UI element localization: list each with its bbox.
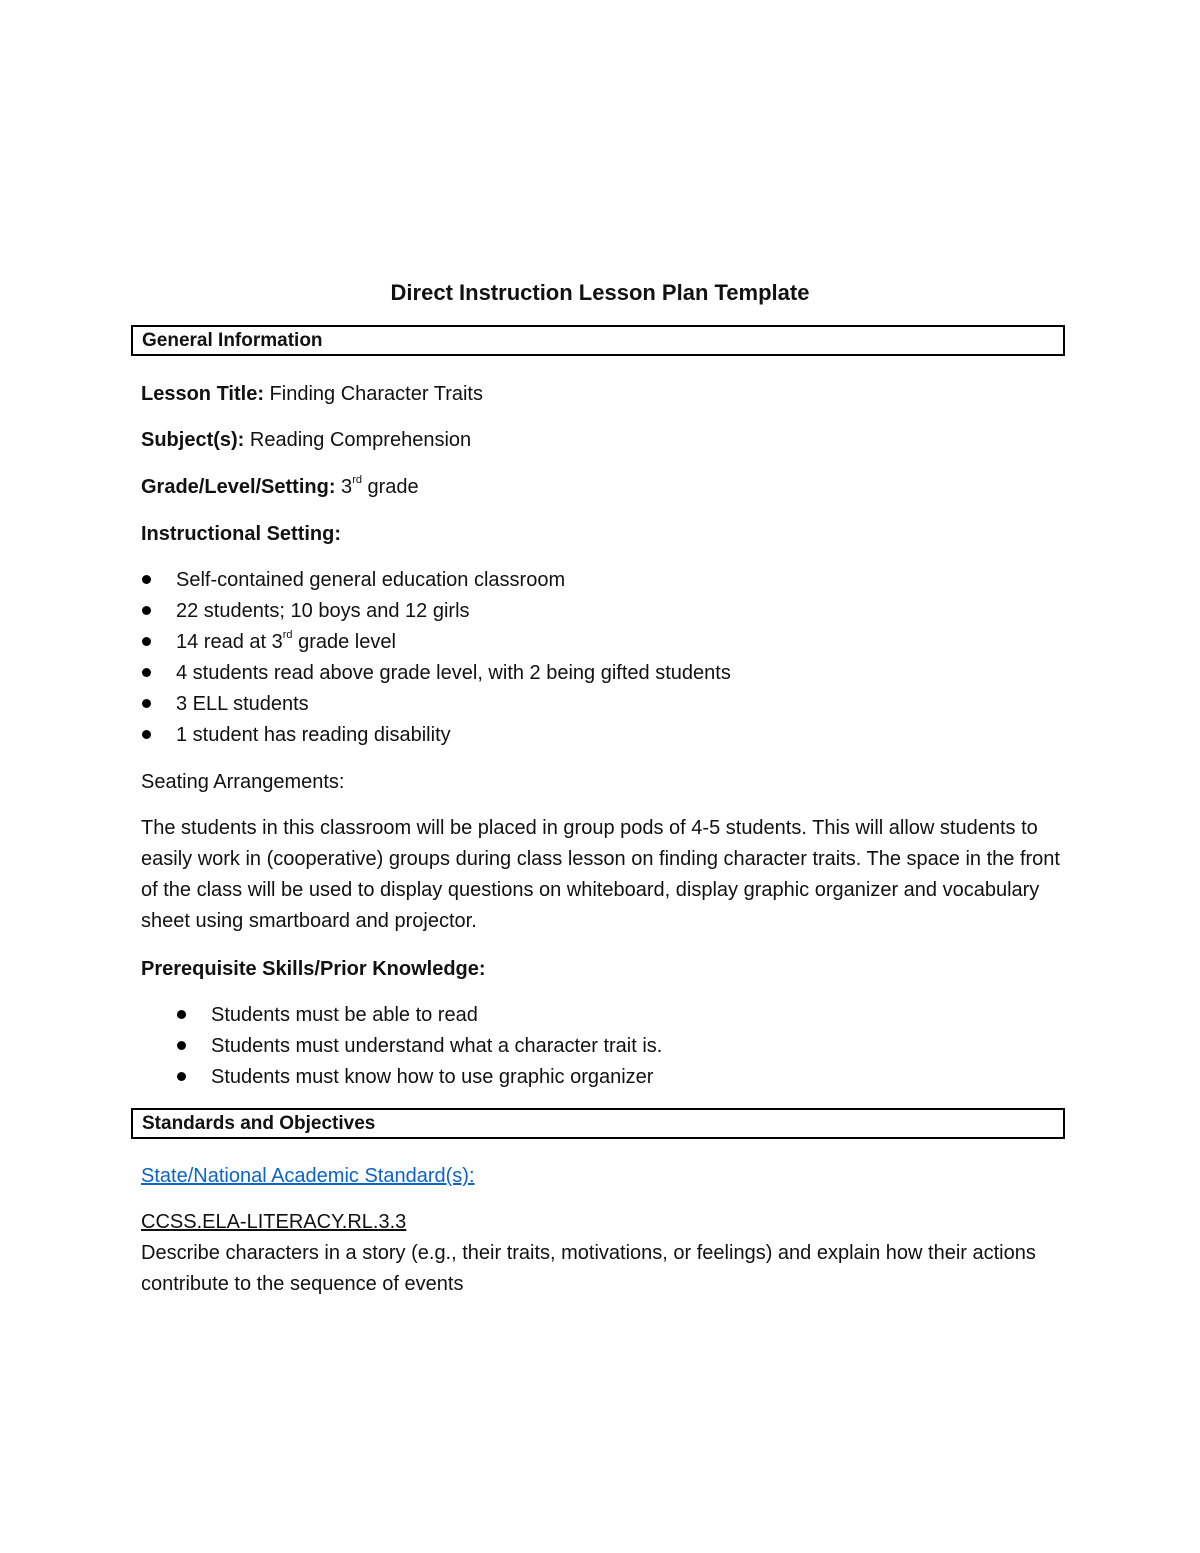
seating-arrangements-label: Seating Arrangements:	[141, 771, 345, 793]
bullet-icon	[142, 637, 151, 646]
lesson-title-label: Lesson Title:	[141, 383, 264, 405]
bullet-icon	[142, 668, 151, 677]
bullet-icon	[142, 699, 151, 708]
bullet-icon	[177, 1072, 186, 1081]
document-title: Direct Instruction Lesson Plan Template	[390, 280, 810, 305]
grade-value: 3	[335, 476, 353, 498]
document-page: Direct Instruction Lesson Plan Template General Information Lesson Title: Finding Character Traits Subject(s): Reading Comprehension Grade/Level/Setting: 3rd grade Instructional Setting: Self-contained general education classroom 22 students; 10 boys and 12 girls 14 read at 3rd grade level 4 students read above grade level, with 2 being gifted students 3 ELL students 1 student has reading disability Seating Arrangements: The students in this classroom will be placed in group pods of 4-5 students. This will allow students to easily work in (cooperative) groups during class lesson on finding character traits. The space in the front of the class will be used to display questions on whiteboard, display graphic organizer and vocabulary sheet using smartboard and projector. Prerequisite Skills/Prior Knowledge: Students must be able to read Students must understand what a character trait is. Students must know how to use graphic organizer Standards and Objectives State/National Academic Standard(s): CCSS.ELA-LITERACY.RL.3.3 Describe characters in a story (e.g., their traits, motivations, or feelings) and explain how their actions contribute to the sequence of events	[0, 0, 1200, 1553]
standard-code: CCSS.ELA-LITERACY.RL.3.3	[141, 1211, 407, 1233]
seating-paragraph: The students in this classroom will be placed in group pods of 4-5 students. This will allow students to easily work in (cooperative) groups during class lesson on finding character traits. The space in the front of the class will be used to display questions on whiteboard, display graphic organizer and vocabulary sheet using smartboard and projector.	[141, 817, 1060, 932]
lesson-title-value: Finding Character Traits	[264, 383, 483, 405]
grade-value-superscript: rd	[352, 474, 362, 487]
bullet-icon	[177, 1010, 186, 1019]
bullet-icon	[142, 575, 151, 584]
bullet-icon	[142, 606, 151, 615]
list-item-text: 14 read at 3rd grade level	[176, 629, 396, 653]
grade-value-suffix: grade	[361, 476, 419, 498]
prerequisite-skills-label: Prerequisite Skills/Prior Knowledge:	[141, 958, 486, 980]
subjects-label: Subject(s):	[141, 429, 245, 451]
instructional-setting-label: Instructional Setting:	[141, 523, 341, 545]
subjects-value: Reading Comprehension	[244, 429, 472, 451]
section-header-standards-and-objectives: Standards and Objectives	[131, 1108, 1065, 1139]
academic-standards-link[interactable]: State/National Academic Standard(s):	[141, 1165, 475, 1187]
subjects-line	[141, 426, 471, 454]
grade-line	[141, 473, 419, 501]
lesson-title-line	[141, 380, 483, 408]
bullet-icon	[177, 1041, 186, 1050]
grade-label: Grade/Level/Setting:	[141, 476, 336, 498]
standard-description: Describe characters in a story (e.g., their traits, motivations, or feelings) and explain how their actions contribute to the sequence of events	[141, 1242, 1036, 1295]
bullet-icon	[142, 730, 151, 739]
section-header-general-information: General Information	[131, 325, 1065, 356]
